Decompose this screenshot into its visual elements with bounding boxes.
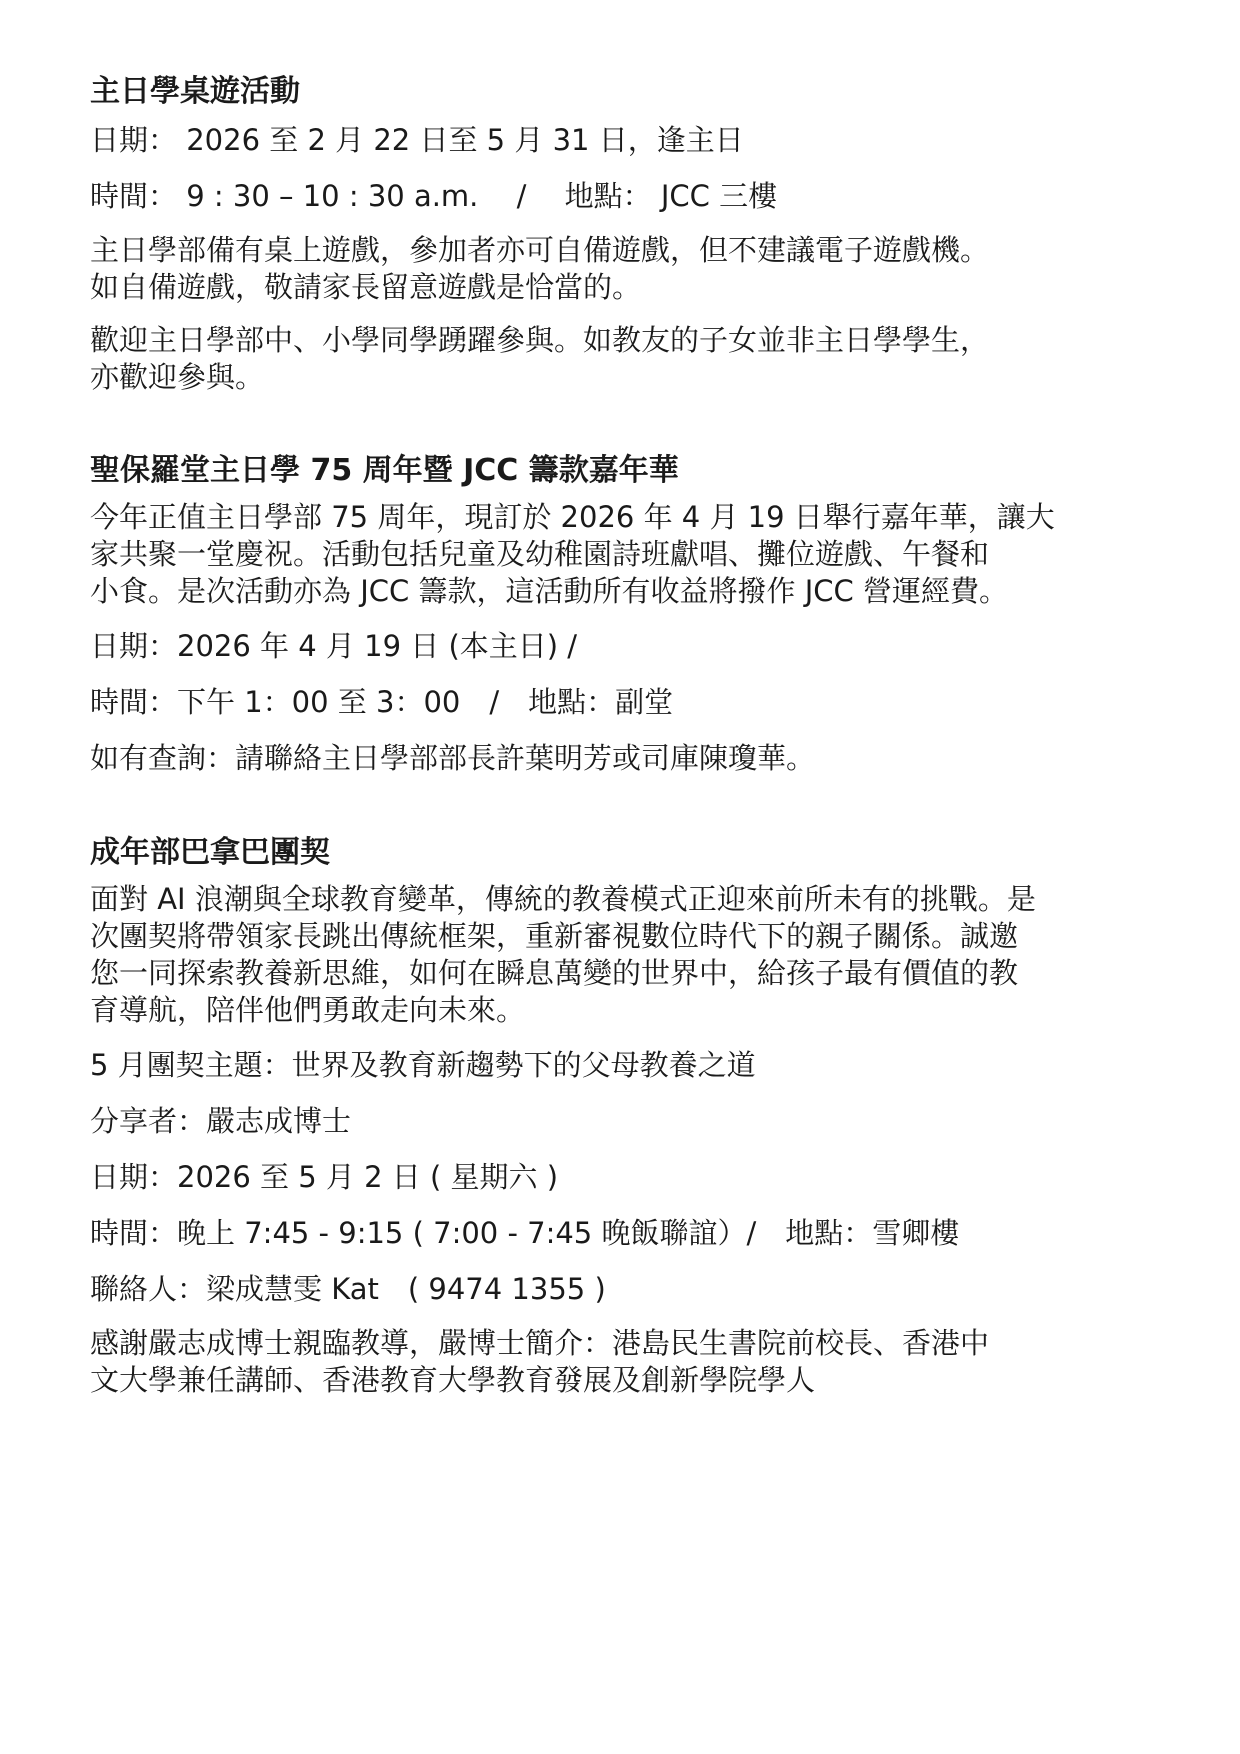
event-time-place: 時間：下午 1：00 至 3：00 / 地點：副堂 <box>90 685 674 719</box>
paragraph-line: 感謝嚴志成博士親臨教導，嚴博士簡介：港島民生書院前校長、香港中 <box>90 1326 990 1360</box>
document-page <box>90 72 1160 1454</box>
paragraph-line: 家共聚一堂慶祝。活動包括兒童及幼稚園詩班獻唱、攤位遊戲、午餐和 <box>90 537 990 571</box>
paragraph-line: 小食。是次活動亦為 JCC 籌款，這活動所有收益將撥作 JCC 營運經費。 <box>90 574 1008 608</box>
contact-line: 聯絡人：梁成慧雯 Kat ( 9474 1355 ) <box>90 1272 606 1306</box>
paragraph-line: 次團契將帶領家長跳出傳統框架，重新審視數位時代下的親子關係。誠邀 <box>90 919 1019 953</box>
paragraph-line: 育導航，陪伴他們勇敢走向未來。 <box>90 993 526 1027</box>
section-carnival <box>90 451 1160 778</box>
paragraph-line: 文大學兼任講師、香港教育大學教育發展及創新學院學人 <box>90 1363 816 1397</box>
thanks-paragraph <box>90 1325 1160 1399</box>
description-paragraph <box>90 232 1160 306</box>
paragraph-line: 歡迎主日學部中、小學同學踴躍參與。如教友的子女並非主日學學生， <box>90 323 990 357</box>
event-time-place: 時間：晚上 7:45 - 9:15 ( 7:00 - 7:45 晚飯聯誼）/ 地點：雪卿樓 <box>90 1216 960 1250</box>
section-board-games <box>90 72 1160 396</box>
section-heading: 成年部巴拿巴團契 <box>90 835 330 870</box>
intro-paragraph <box>90 499 1160 610</box>
section-fellowship <box>90 833 1160 1399</box>
event-date: 日期：2026 年 4 月 19 日 (本主日) / <box>90 629 578 663</box>
paragraph-line: 今年正值主日學部 75 周年，現訂於 2026 年 4 月 19 日舉行嘉年華，讓大 <box>90 500 1055 534</box>
enquiry-line: 如有查詢：請聯絡主日學部部長許葉明芳或司庫陳瓊華。 <box>90 741 816 775</box>
fellowship-topic: 5 月團契主題：世界及教育新趨勢下的父母教養之道 <box>90 1048 756 1082</box>
event-time-place: 時間： 9 : 30 – 10 : 30 a.m. / 地點： JCC 三樓 <box>90 179 778 213</box>
paragraph-line: 如自備遊戲，敬請家長留意遊戲是恰當的。 <box>90 270 642 304</box>
section-heading: 主日學桌遊活動 <box>90 74 300 109</box>
welcome-paragraph <box>90 322 1160 396</box>
event-date: 日期： 2026 至 2 月 22 日至 5 月 31 日，逢主日 <box>90 123 744 157</box>
paragraph-line: 您一同探索教養新思維，如何在瞬息萬變的世界中，給孩子最有價值的教 <box>90 956 1019 990</box>
section-heading: 聖保羅堂主日學 75 周年暨 JCC 籌款嘉年華 <box>90 453 679 488</box>
speaker-line: 分享者：嚴志成博士 <box>90 1104 352 1138</box>
paragraph-line: 面對 AI 浪潮與全球教育變革，傳統的教養模式正迎來前所未有的挑戰。是 <box>90 882 1036 916</box>
event-date: 日期：2026 至 5 月 2 日 ( 星期六 ) <box>90 1160 559 1194</box>
paragraph-line: 主日學部備有桌上遊戲，參加者亦可自備遊戲，但不建議電子遊戲機。 <box>90 233 990 267</box>
paragraph-line: 亦歡迎參與。 <box>90 360 265 394</box>
intro-paragraph <box>90 881 1160 1029</box>
